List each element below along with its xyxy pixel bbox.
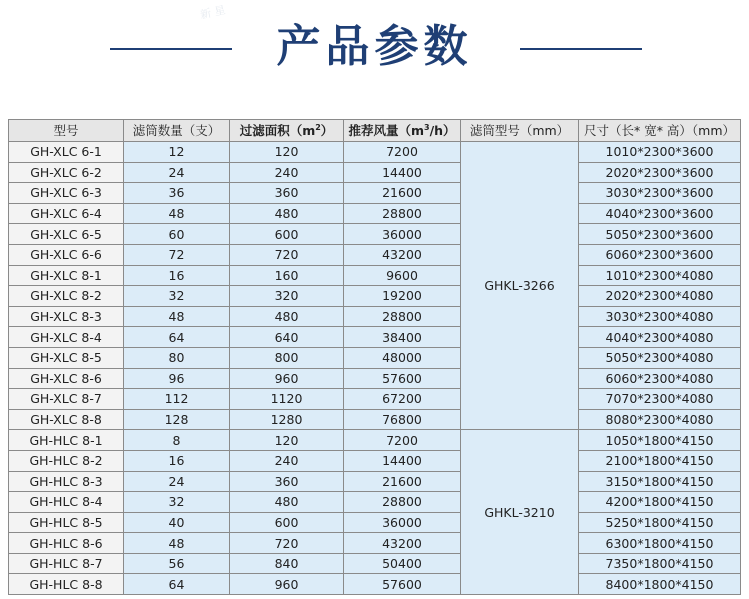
cell-model: GH-HLC 8-4 (9, 492, 124, 513)
cell-model: GH-XLC 8-1 (9, 265, 124, 286)
table-row (9, 224, 741, 245)
cell-count: 96 (124, 368, 230, 389)
cell-size: 6060*2300*3600 (579, 244, 741, 265)
header-model: 型号 (9, 120, 124, 142)
cell-airflow: 57600 (344, 368, 461, 389)
cell-size: 3150*1800*4150 (579, 471, 741, 492)
cell-count: 24 (124, 471, 230, 492)
cell-model: GH-XLC 8-6 (9, 368, 124, 389)
cell-size: 6060*2300*4080 (579, 368, 741, 389)
cell-airflow: 43200 (344, 533, 461, 554)
cell-area: 720 (230, 244, 344, 265)
cell-count: 16 (124, 450, 230, 471)
table-row (9, 142, 741, 163)
table-row (9, 368, 741, 389)
cell-area: 840 (230, 553, 344, 574)
title-banner (0, 8, 749, 74)
cell-count: 60 (124, 224, 230, 245)
cell-size: 1010*2300*3600 (579, 142, 741, 163)
header-area: 过滤面积$(m^2)$ (230, 120, 344, 142)
cell-area: 120 (230, 430, 344, 451)
table-row (9, 409, 741, 430)
cell-count: 40 (124, 512, 230, 533)
table-row (9, 265, 741, 286)
cell-area: 160 (230, 265, 344, 286)
cell-size: 2020*2300*4080 (579, 286, 741, 307)
cell-area: 600 (230, 224, 344, 245)
cell-area: 240 (230, 162, 344, 183)
watermark: 新 星 (199, 3, 227, 22)
cell-count: 48 (124, 203, 230, 224)
table-row (9, 512, 741, 533)
cell-airflow: 50400 (344, 553, 461, 574)
table-row (9, 183, 741, 204)
cell-size: 7070*2300*4080 (579, 389, 741, 410)
cell-model: GH-XLC 6-6 (9, 244, 124, 265)
table-row (9, 553, 741, 574)
cell-count: 32 (124, 286, 230, 307)
header-airflow: 推荐风量$(m^3/h)$ (344, 120, 461, 142)
table-row (9, 471, 741, 492)
cell-size: 3030*2300*4080 (579, 306, 741, 327)
table-row (9, 244, 741, 265)
table-row (9, 389, 741, 410)
cell-size: 4040*2300*4080 (579, 327, 741, 348)
cell-airflow: 21600 (344, 471, 461, 492)
cell-area: 120 (230, 142, 344, 163)
cell-area: 960 (230, 368, 344, 389)
table-row (9, 327, 741, 348)
page-title: 产品参数 (276, 21, 473, 72)
cell-model: GH-XLC 6-1 (9, 142, 124, 163)
cell-airflow: 67200 (344, 389, 461, 410)
cell-size: 4040*2300*3600 (579, 203, 741, 224)
header-size: 尺寸（长* 宽* 高）（mm） (579, 120, 741, 142)
cell-size: 2020*2300*3600 (579, 162, 741, 183)
cell-size: 6300*1800*4150 (579, 533, 741, 554)
cell-airflow: 28800 (344, 492, 461, 513)
cell-airflow: 19200 (344, 286, 461, 307)
cell-area: 480 (230, 203, 344, 224)
table-row (9, 430, 741, 451)
cell-count: 24 (124, 162, 230, 183)
cell-size: 7350*1800*4150 (579, 553, 741, 574)
cell-airflow: 9600 (344, 265, 461, 286)
table-row (9, 286, 741, 307)
table-row (9, 574, 741, 595)
cell-size: 3030*2300*3600 (579, 183, 741, 204)
cell-airflow: 28800 (344, 306, 461, 327)
cell-model: GH-XLC 8-3 (9, 306, 124, 327)
cell-airflow: 28800 (344, 203, 461, 224)
cell-count: 72 (124, 244, 230, 265)
cell-count: 112 (124, 389, 230, 410)
cell-airflow: 14400 (344, 450, 461, 471)
cell-count: 64 (124, 327, 230, 348)
cell-model: GH-XLC 6-2 (9, 162, 124, 183)
cell-airflow: 7200 (344, 430, 461, 451)
cell-area: 360 (230, 183, 344, 204)
cell-model: GH-HLC 8-1 (9, 430, 124, 451)
cell-model: GH-XLC 8-4 (9, 327, 124, 348)
cell-size: 2100*1800*4150 (579, 450, 741, 471)
cell-area: 1280 (230, 409, 344, 430)
table-body (9, 142, 741, 595)
cell-model: GH-XLC 6-4 (9, 203, 124, 224)
cell-size: 1050*1800*4150 (579, 430, 741, 451)
cell-area: 640 (230, 327, 344, 348)
table-row (9, 347, 741, 368)
cell-model: GH-XLC 8-5 (9, 347, 124, 368)
cell-count: 8 (124, 430, 230, 451)
cell-airflow: 21600 (344, 183, 461, 204)
cell-area: 240 (230, 450, 344, 471)
cell-size: 1010*2300*4080 (579, 265, 741, 286)
cell-model: GH-XLC 6-5 (9, 224, 124, 245)
cell-area: 320 (230, 286, 344, 307)
table-row (9, 450, 741, 471)
cell-area: 360 (230, 471, 344, 492)
cell-size: 5250*1800*4150 (579, 512, 741, 533)
cell-airflow: 14400 (344, 162, 461, 183)
cell-size: 5050*2300*4080 (579, 347, 741, 368)
cell-airflow: 36000 (344, 512, 461, 533)
cell-size: 8400*1800*4150 (579, 574, 741, 595)
cell-model: GH-XLC 8-2 (9, 286, 124, 307)
spec-table (8, 119, 741, 595)
cell-size: 4200*1800*4150 (579, 492, 741, 513)
cell-area: 960 (230, 574, 344, 595)
cell-area: 600 (230, 512, 344, 533)
cell-count: 48 (124, 306, 230, 327)
cell-count: 64 (124, 574, 230, 595)
table-row (9, 203, 741, 224)
cell-area: 720 (230, 533, 344, 554)
cell-filter-type: GHKL-3266 (461, 142, 579, 430)
table-header-row (9, 120, 741, 142)
table-row (9, 162, 741, 183)
cell-airflow: 38400 (344, 327, 461, 348)
cell-model: GH-HLC 8-2 (9, 450, 124, 471)
cell-count: 36 (124, 183, 230, 204)
cell-model: GH-XLC 8-7 (9, 389, 124, 410)
table-row (9, 533, 741, 554)
cell-airflow: 48000 (344, 347, 461, 368)
cell-size: 5050*2300*3600 (579, 224, 741, 245)
table-row (9, 492, 741, 513)
cell-area: 1120 (230, 389, 344, 410)
cell-model: GH-HLC 8-3 (9, 471, 124, 492)
title-divider-right (520, 48, 642, 50)
cell-airflow: 7200 (344, 142, 461, 163)
cell-count: 32 (124, 492, 230, 513)
cell-model: GH-HLC 8-8 (9, 574, 124, 595)
cell-model: GH-HLC 8-7 (9, 553, 124, 574)
cell-model: GH-XLC 6-3 (9, 183, 124, 204)
cell-airflow: 36000 (344, 224, 461, 245)
cell-airflow: 76800 (344, 409, 461, 430)
cell-count: 16 (124, 265, 230, 286)
header-filter-type: 滤筒型号（mm） (461, 120, 579, 142)
cell-count: 56 (124, 553, 230, 574)
cell-model: GH-HLC 8-5 (9, 512, 124, 533)
cell-airflow: 43200 (344, 244, 461, 265)
cell-area: 480 (230, 492, 344, 513)
cell-area: 480 (230, 306, 344, 327)
cell-filter-type: GHKL-3210 (461, 430, 579, 595)
cell-count: 12 (124, 142, 230, 163)
table-row (9, 306, 741, 327)
cell-model: GH-XLC 8-8 (9, 409, 124, 430)
header-count: 滤筒数量（支） (124, 120, 230, 142)
cell-size: 8080*2300*4080 (579, 409, 741, 430)
cell-count: 128 (124, 409, 230, 430)
cell-count: 48 (124, 533, 230, 554)
cell-area: 800 (230, 347, 344, 368)
cell-count: 80 (124, 347, 230, 368)
cell-airflow: 57600 (344, 574, 461, 595)
cell-model: GH-HLC 8-6 (9, 533, 124, 554)
